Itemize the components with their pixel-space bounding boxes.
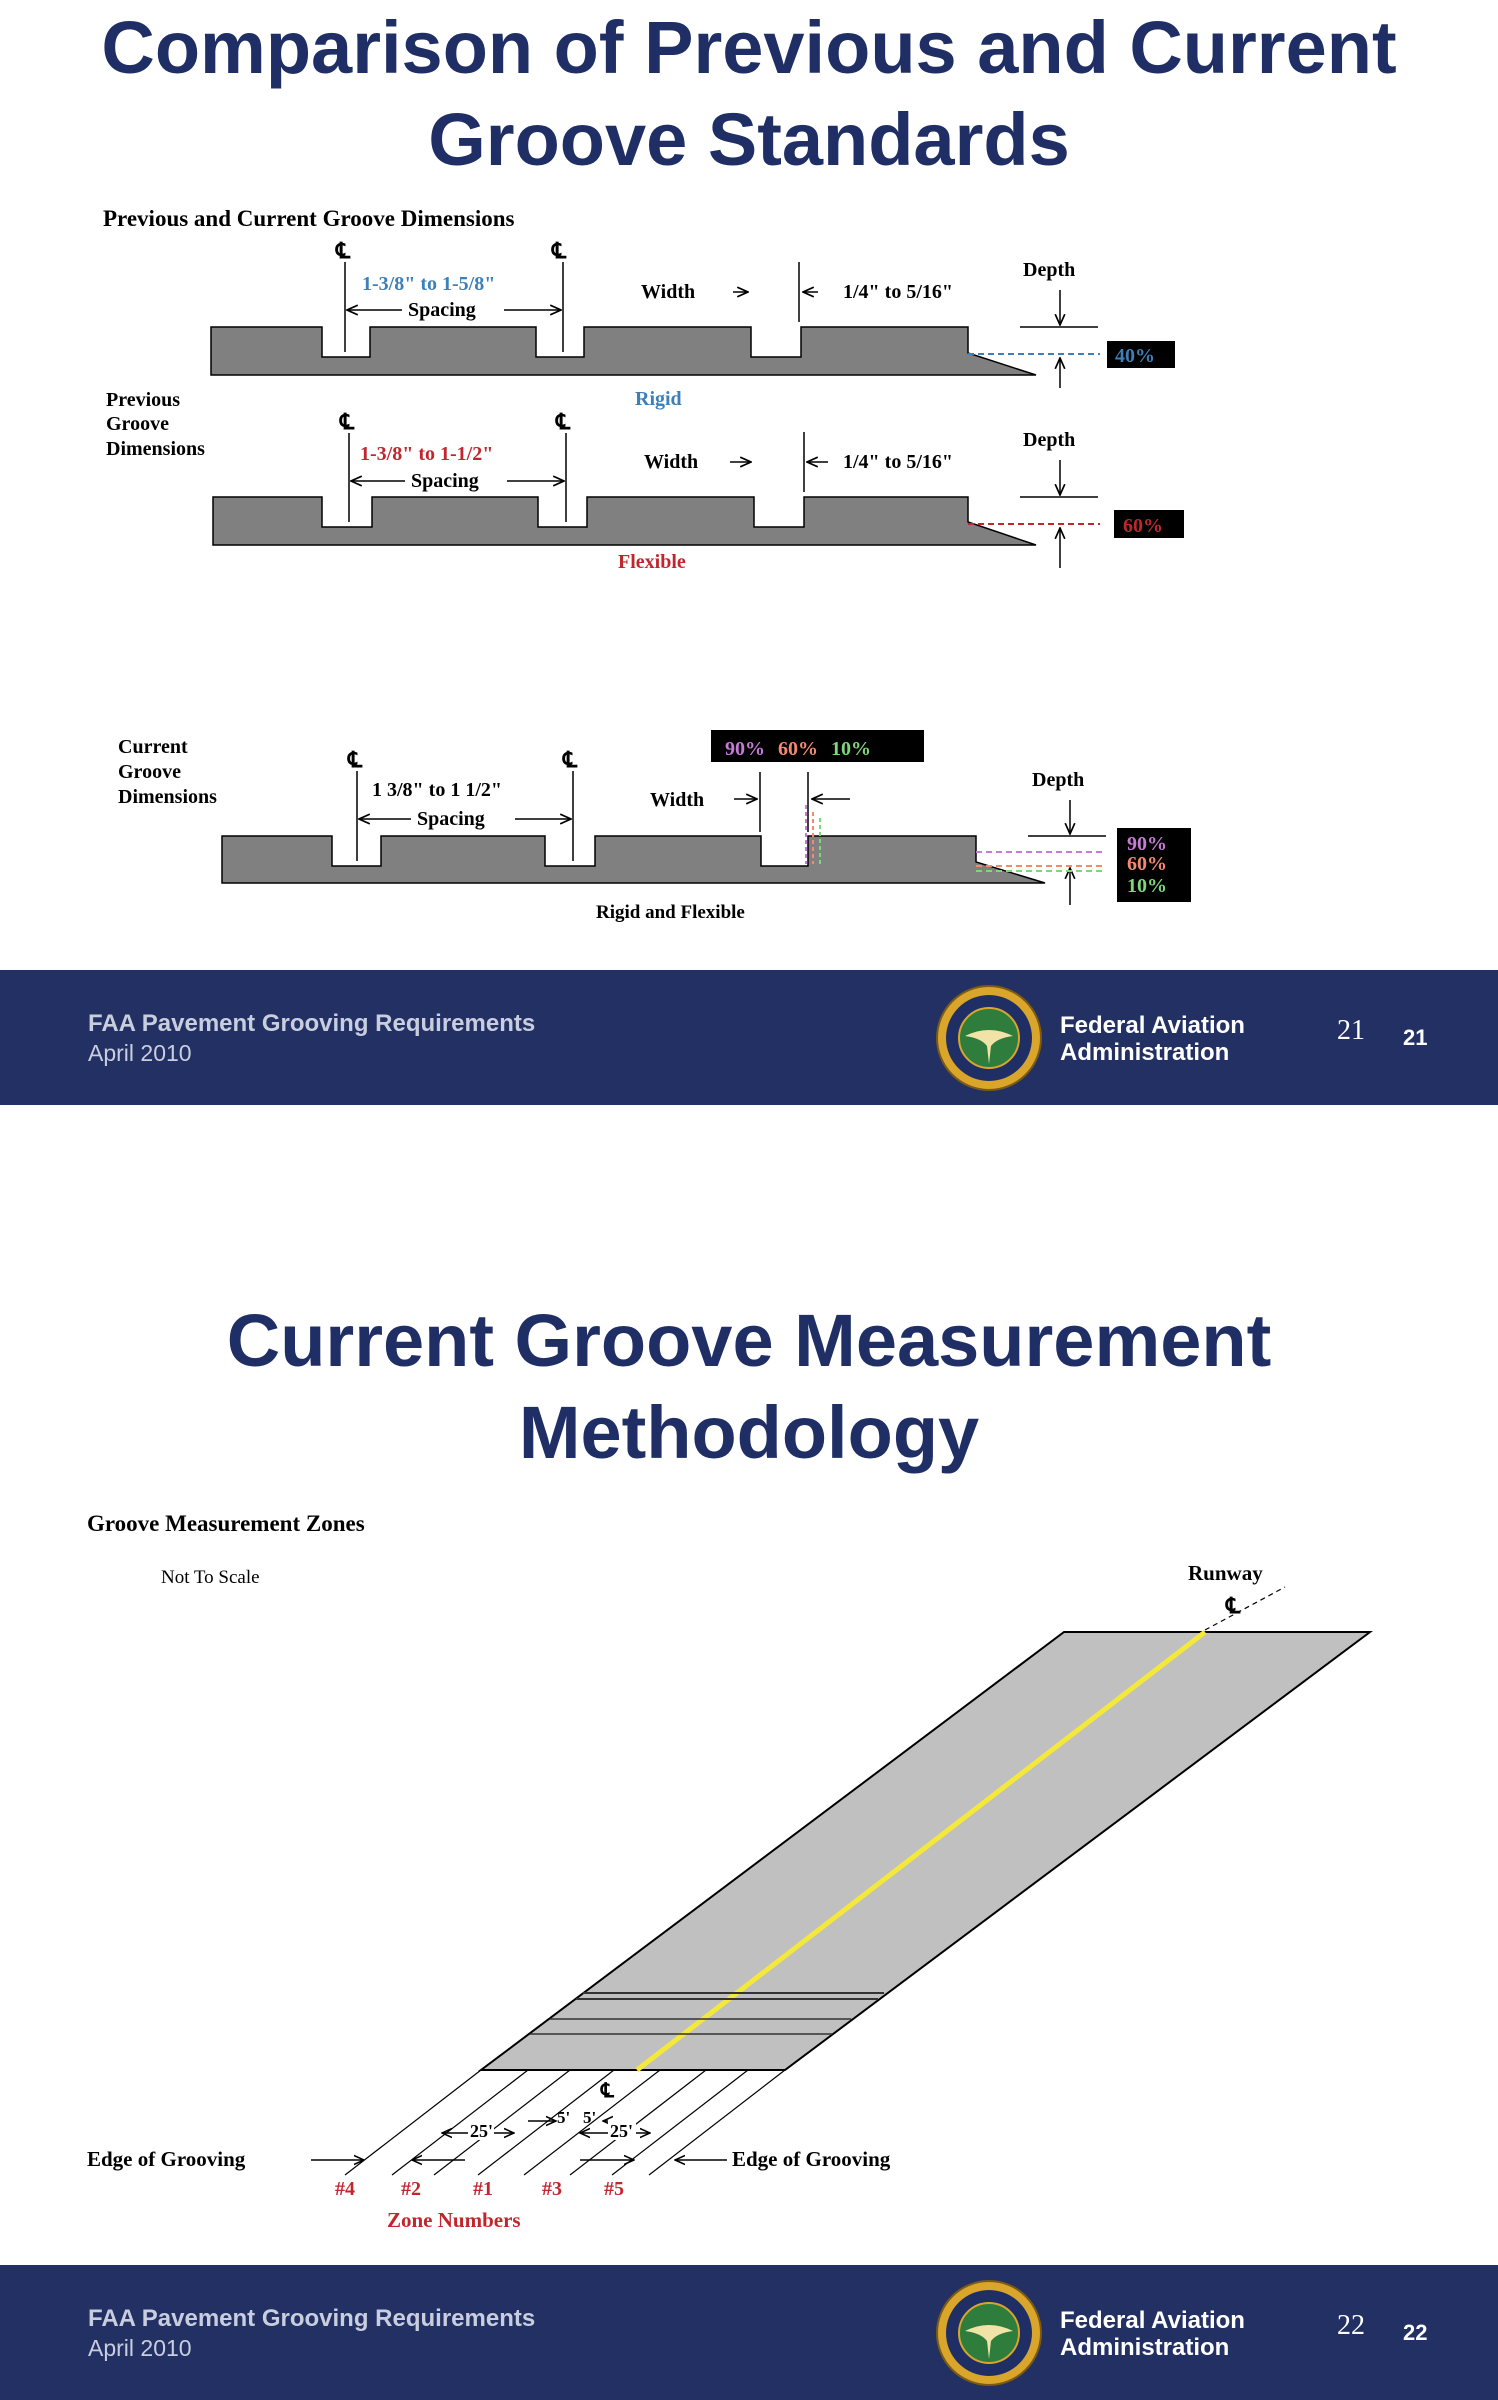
rigid-cl-right: ℄ [552, 238, 567, 263]
runway-pavement [481, 1632, 1370, 2070]
current-depth-label: Depth [1032, 769, 1085, 791]
current-label-2: Groove [118, 761, 181, 783]
runway-label: Runway [1188, 1561, 1263, 1585]
agency-line2: Administration [1060, 2334, 1230, 2361]
agency-line1: Federal Aviation [1060, 1012, 1245, 1039]
rigid-groove-profile [211, 327, 1036, 375]
legend-pct-90: 90% [725, 738, 765, 760]
current-spacing-label: Spacing [417, 808, 485, 830]
page-number-serif: 22 [1337, 2310, 1365, 2341]
flexible-depth-label: Depth [1023, 429, 1076, 451]
zone-3: #3 [542, 2178, 562, 2200]
agency-name [1060, 1012, 1245, 1066]
current-cl-left: ℄ [348, 747, 363, 772]
flexible-spacing-range: 1-3/8" to 1-1/2" [360, 443, 494, 465]
legend-pct-60: 60% [778, 738, 818, 760]
footer-date: April 2010 [88, 2335, 192, 2361]
page-number: 22 [1403, 2320, 1428, 2345]
groove-dimension-diagram [0, 0, 1498, 960]
zones-cl: ℄ [601, 2080, 614, 2102]
slide-21 [0, 0, 1498, 1105]
flexible-groove-profile [213, 497, 1036, 545]
slide-footer [0, 2265, 1498, 2400]
rigid-width-range: 1/4" to 5/16" [843, 281, 953, 303]
flexible-depth-pct: 60% [1123, 515, 1163, 537]
previous-label-1: Previous [106, 389, 181, 411]
rigid-label: Rigid [635, 388, 682, 410]
zone-1: #1 [473, 2178, 493, 2200]
current-width-label: Width [650, 789, 705, 811]
slide-footer [0, 970, 1498, 1105]
agency-line2: Administration [1060, 1039, 1230, 1066]
rigid-depth-pct: 40% [1115, 345, 1155, 367]
zone-numbers-label: Zone Numbers [387, 2208, 521, 2232]
groove-measurement-zones-diagram [0, 1185, 1498, 2265]
footer-title: FAA Pavement Grooving Requirements [88, 2305, 536, 2332]
current-label-3: Dimensions [118, 786, 217, 808]
page-number: 21 [1403, 1025, 1428, 1050]
rigid-spacing-label: Spacing [408, 299, 476, 321]
slide-title-line1: Current Groove Measurement [226, 1299, 1272, 1382]
zone-4: #4 [335, 2178, 355, 2200]
runway-cl: ℄ [1226, 1593, 1241, 1618]
previous-label-2: Groove [106, 413, 169, 435]
not-to-scale: Not To Scale [161, 1567, 260, 1588]
previous-groove-label [106, 389, 205, 460]
rigid-and-flexible-label: Rigid and Flexible [596, 902, 745, 923]
dim-25-right: 25' [610, 2121, 634, 2141]
depth-pct-60: 60% [1127, 853, 1167, 875]
diagram-heading: Previous and Current Groove Dimensions [103, 206, 515, 231]
rigid-spacing-range: 1-3/8" to 1-5/8" [362, 273, 496, 295]
current-cl-right: ℄ [563, 747, 578, 772]
faa-seal-icon [935, 2279, 1043, 2387]
footer-title: FAA Pavement Grooving Requirements [88, 1010, 536, 1037]
slide-22 [0, 1185, 1498, 2400]
rigid-cl-left: ℄ [336, 238, 351, 263]
runway-centerline [637, 1632, 1205, 2070]
current-spacing-range: 1 3/8" to 1 1/2" [372, 779, 502, 801]
dim-25-left: 25' [470, 2121, 494, 2141]
edge-of-grooving-right: Edge of Grooving [732, 2147, 891, 2171]
current-groove-label [118, 736, 217, 808]
depth-pct-10: 10% [1127, 875, 1167, 897]
dim-5-right: 5' [583, 2108, 597, 2127]
depth-pct-90: 90% [1127, 833, 1167, 855]
flexible-width-range: 1/4" to 5/16" [843, 451, 953, 473]
current-groove-profile [222, 836, 1045, 883]
rigid-depth-label: Depth [1023, 259, 1076, 281]
zone-5: #5 [604, 2178, 624, 2200]
faa-seal-icon [935, 984, 1043, 1092]
slide-title-line2: Methodology [518, 1391, 980, 1474]
flexible-width-label: Width [644, 451, 699, 473]
footer-date: April 2010 [88, 1040, 192, 1066]
legend-pct-10: 10% [831, 738, 871, 760]
agency-name [1060, 2307, 1245, 2361]
flexible-label: Flexible [618, 551, 686, 573]
flexible-cl-left: ℄ [340, 409, 355, 434]
agency-line1: Federal Aviation [1060, 2307, 1245, 2334]
current-pct-legend [725, 738, 871, 760]
flexible-cl-right: ℄ [556, 409, 571, 434]
current-label-1: Current [118, 736, 188, 758]
rigid-width-label: Width [641, 281, 696, 303]
dim-5-left: 5' [557, 2108, 571, 2127]
previous-label-3: Dimensions [106, 438, 205, 460]
zones-heading: Groove Measurement Zones [87, 1511, 365, 1536]
slide-title-line1: Comparison of Previous and Current [101, 6, 1397, 89]
zone-2: #2 [401, 2178, 421, 2200]
slide-title-line2: Groove Standards [428, 98, 1070, 181]
page-number-serif: 21 [1337, 1015, 1365, 1046]
flexible-spacing-label: Spacing [411, 470, 479, 492]
edge-of-grooving-left: Edge of Grooving [87, 2147, 246, 2171]
